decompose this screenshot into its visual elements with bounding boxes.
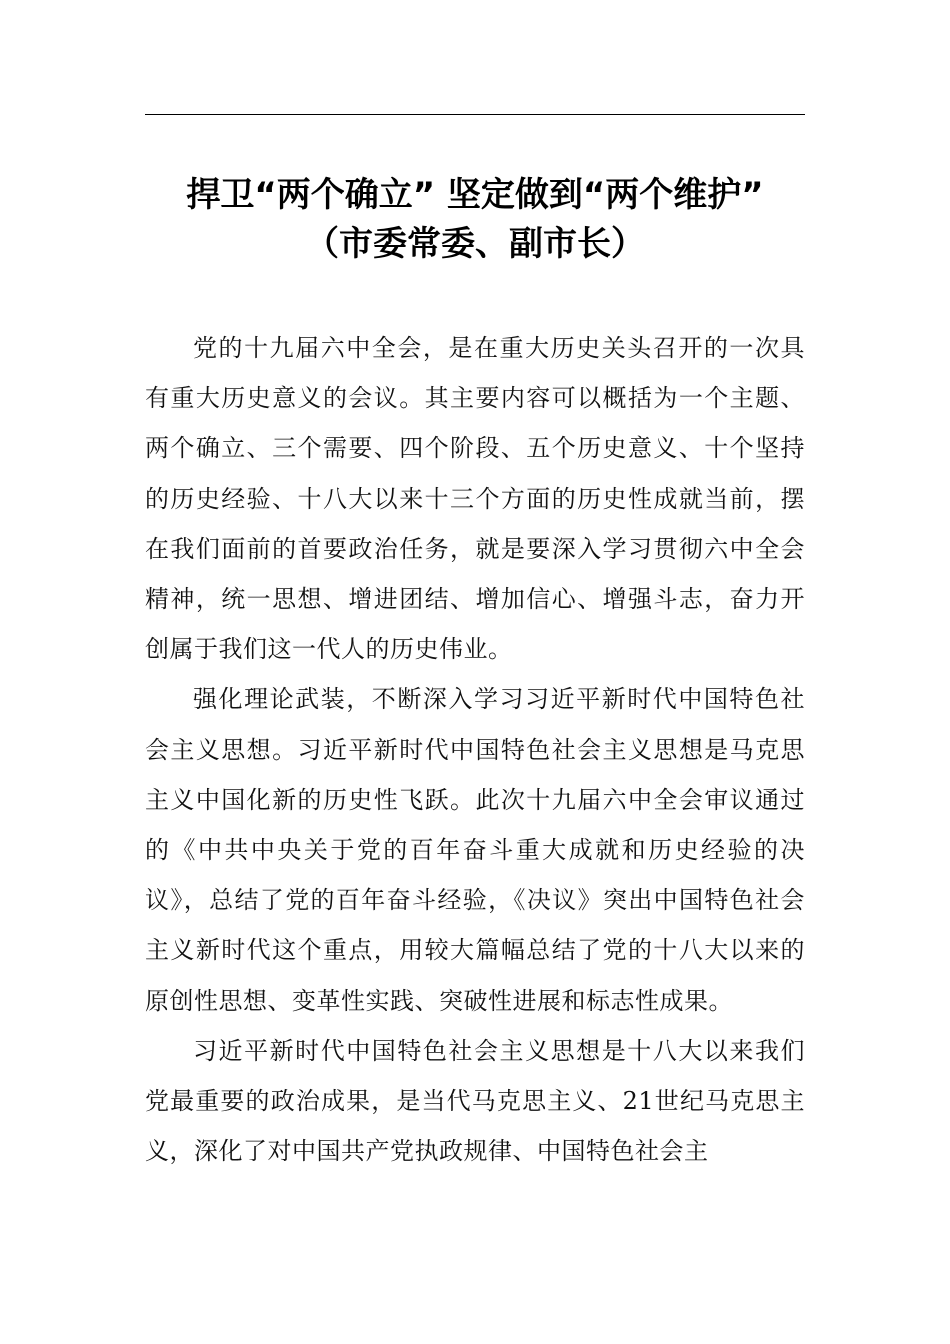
paragraph: 习近平新时代中国特色社会主义思想是十八大以来我们党最重要的政治成果，是当代马克思主义、21世纪马克思主义，深化了对中国共产党执政规律、中国特色社会主 [145,1036,805,1166]
header-rule [145,114,805,115]
document-title: 捍卫“两个确立” 坚定做到“两个维护” [186,175,764,215]
paragraph: 党的十九届六中全会，是在重大历史关头召开的一次具有重大历史意义的会议。其主要内容可以概括为一个主题、两个确立、三个需要、四个阶段、五个历史意义、十个坚持的历史经验、十八大以来十三个方面的历史性成就当前，摆在我们面前的首要政治任务，就是要深入学习贯彻六中全会精神，统一思想、增进团结、增加信心、增强斗志，奋力开创属于我们这一代人的历史伟业。 [145,334,805,664]
document-body [145,323,805,1176]
paragraph: 强化理论武装，不断深入学习习近平新时代中国特色社会主义思想。习近平新时代中国特色社会主义思想是马克思主义中国化新的历史性飞跃。此次十九届六中全会审议通过的《中共中央关于党的百年奋斗重大成就和历史经验的决议》，总结了党的百年奋斗经验，《决议》突出中国特色社会主义新时代这个重点，用较大篇幅总结了党的十八大以来的原创性思想、变革性实践、突破性进展和标志性成果。 [145,685,805,1015]
document-subtitle: （市委常委、副市长） [305,224,645,264]
